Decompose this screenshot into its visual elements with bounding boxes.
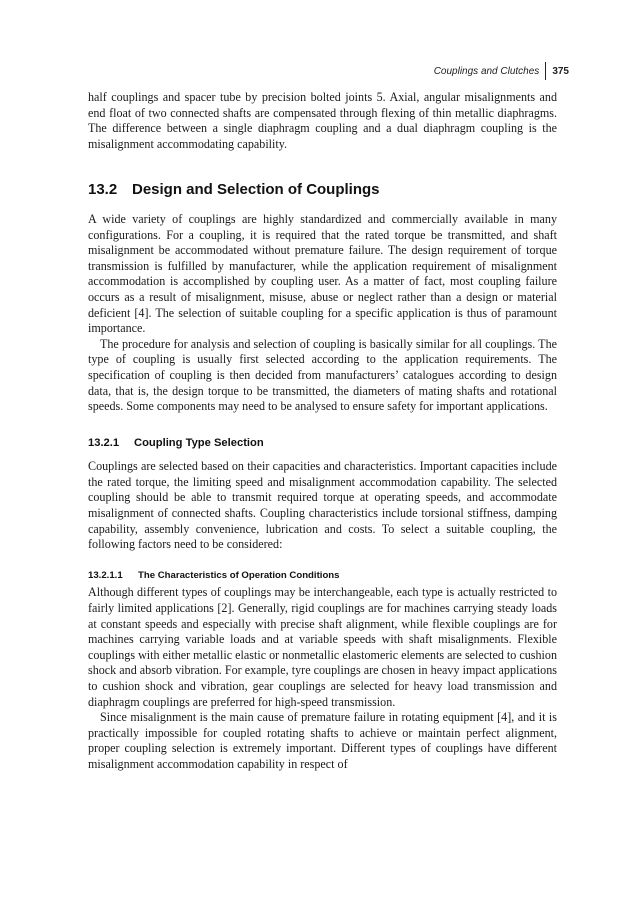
- section-number: 13.2: [88, 181, 118, 199]
- page-number: 375: [552, 65, 569, 77]
- subsubsection-heading: [88, 568, 557, 584]
- subsubsection-paragraph-2: Since misalignment is the main cause of premature failure in rotating equipment [4], and it is practically impossible for coupled rotating shafts to achieve or maintain perfect alignment, proper coupling selection is extremely important. Different types of couplings have different misalignment accommodation capability in respect of: [88, 710, 557, 771]
- page-header: [434, 62, 569, 80]
- section-paragraph-2: The procedure for analysis and selection of coupling is basically similar for all couplings. The type of coupling is usually first selected according to the application requirements. The specification of coupling is then decided from manufacturers’ catalogues according to design data, that is, the design torque to be transmitted, the diameters of mating shafts and rotational speeds. Some components may need to be analysed to ensure safety for important applications.: [88, 336, 557, 414]
- running-title: Couplings and Clutches: [433, 65, 540, 77]
- intro-paragraph: half couplings and spacer tube by precision bolted joints 5. Axial, angular misalignments and end float of two connected shafts are compensated through flexing of thin metallic diaphragms. The difference between a single diaphragm coupling and a dual diaphragm coupling is the misalignment accommodating capability.: [88, 90, 557, 151]
- page-body: [88, 90, 557, 773]
- subsection-paragraph: Couplings are selected based on their capacities and characteristics. Important capacities include the rated torque, the limiting speed and misalignment accommodation capability. The selected coupling should be able to transmit required torque at operating speeds, and accommodate misalignment of connected shafts. Coupling characteristics include torsional stiffness, damping capability, assembly convenience, lubrication and costs. To select a suitable coupling, the following factors need to be considered:: [88, 459, 557, 552]
- section-heading: [88, 182, 557, 198]
- subsubsection-paragraph-1: Although different types of couplings may be interchangeable, each type is actually restricted to fairly limited applications [2]. Generally, rigid couplings are for machines carrying steady loads at constant speeds and especially with precise shaft alignment, while flexible couplings are for machines carrying variable loads and at variable speeds with shaft misalignments. Flexible couplings with either metallic elastic or nonmetallic elastomeric elements are selected to cushion shock and absorb vibration. For example, tyre couplings are chosen in heavy impact applications to cushion shock and vibration, gear couplings are selected for heavy load transmission and diaphragm couplings are preferred for high-speed transmission.: [88, 585, 557, 709]
- subsection-number: 13.2.1: [88, 436, 120, 449]
- section-paragraph-1: A wide variety of couplings are highly standardized and commercially available in many configurations. For a coupling, it is required that the rated torque be transmitted, and shaft misalignment be accommodated without premature failure. The design requirement of torque transmission is fulfilled by manufacturer, while the application requirement of misalignment accommodation is accomplished by coupling user. As a matter of fact, most coupling failure occurs as a result of misalignment, misuse, abuse or neglect rather than a design or material deficient [4]. The selection of suitable coupling for a specific application is thus of paramount importance.: [88, 211, 557, 336]
- subsubsection-number: 13.2.1.1: [88, 569, 123, 581]
- section-title: Design and Selection of Couplings: [132, 181, 380, 199]
- subsection-title: Coupling Type Selection: [134, 436, 264, 449]
- subsection-heading: [88, 436, 557, 452]
- subsubsection-title: The Characteristics of Operation Conditions: [138, 569, 340, 581]
